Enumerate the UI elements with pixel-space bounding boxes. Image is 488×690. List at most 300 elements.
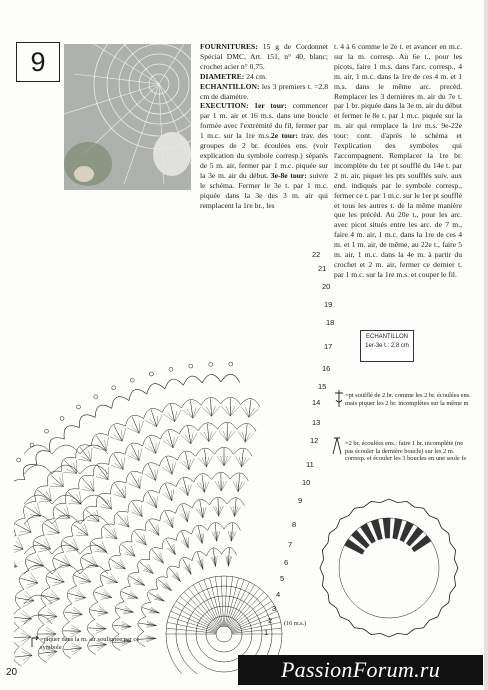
fan-stroke xyxy=(48,608,57,616)
chain-arc xyxy=(108,424,125,436)
diameter-para xyxy=(200,72,328,82)
side-arc xyxy=(24,565,52,574)
fan-stroke xyxy=(192,408,193,418)
fan-stroke xyxy=(21,619,31,622)
scallop xyxy=(64,426,79,439)
fan-stroke xyxy=(156,441,160,453)
fan-stroke xyxy=(224,456,231,466)
diameter-heading: DIAMETRE: xyxy=(200,71,245,81)
fan-stroke xyxy=(233,506,235,516)
picot xyxy=(112,386,116,390)
decrease-icon xyxy=(330,436,344,456)
chain-arc xyxy=(128,500,143,512)
fan-stroke xyxy=(157,496,158,508)
fan-stroke xyxy=(45,537,50,549)
chain-arc xyxy=(94,586,104,603)
fan-stroke xyxy=(221,481,224,491)
row-number-label: 9 xyxy=(298,496,303,505)
side-arc xyxy=(52,445,80,454)
instructions-column-2 xyxy=(334,42,462,280)
fan-stroke xyxy=(206,456,212,467)
fan-stroke xyxy=(151,607,159,613)
fan-stroke xyxy=(148,446,155,454)
fan-stroke xyxy=(175,410,182,422)
fan-stroke xyxy=(21,619,31,626)
fan-stroke xyxy=(117,492,126,498)
fan-stroke xyxy=(23,601,34,607)
fan-stroke xyxy=(223,431,227,441)
doily-photo xyxy=(64,44,191,190)
puff-stitch-icon xyxy=(332,388,346,408)
crochet-chart-svg xyxy=(14,204,334,674)
fan-stroke xyxy=(47,652,57,653)
fan-stroke xyxy=(220,456,224,466)
fan-stroke xyxy=(96,629,106,631)
fan-stroke xyxy=(55,521,59,533)
fan-stroke xyxy=(162,467,172,474)
round3-8-text: suivre le schéma. Fermer le 3e t. par 1 m.c. piquée dans la 3e des 3 m. air qui remplacent la 1re br., les xyxy=(200,170,328,210)
fan-stroke xyxy=(56,480,63,487)
fan-stroke xyxy=(71,625,81,631)
fan-stroke xyxy=(239,457,241,467)
fan-stroke xyxy=(213,506,219,516)
fan-stroke xyxy=(14,567,17,573)
row-number-label: 17 xyxy=(324,342,333,351)
fan-stroke xyxy=(157,556,163,564)
picot xyxy=(229,362,233,366)
sample-box xyxy=(360,330,414,362)
fan-stroke xyxy=(103,592,112,598)
side-arc xyxy=(24,495,52,504)
fan-stroke xyxy=(46,627,56,634)
fan-stroke xyxy=(206,457,208,467)
row-number-label: 19 xyxy=(324,300,333,309)
fan-stroke xyxy=(219,506,221,516)
instructions-continued: t. 4 à 6 comme le 2e t. et avancer en m.c. sur la m. corresp. Au 6e t., pour les picots, faire 1 m.s. dans l'arc. corresp., 4 m. air, 1 m.c. dans la 1re de ces 4 m. et 1 m.s. dans le même arc. precéd. Remplacer les 3 dernières m. air du 7e t. par 1 br. piquée dans la 3e m. air du début et fermer le 8e t. par 1 m.c. piquée sur la m. air qui remplace la 1re m.s. 9e-22e tour: cont. d'après le schéma et l'explication des symboles qui l'accompagnent. Remplacer la 1re br. incomplète du 1er pt soufflé du 14e t. par 2 m. air, piquer les pts soufflés suiv. aux end. indiqués par le symbole corresp., fermer ce t. par 1 m.c. sur le 1er pt soufflé et tous les autres t. de la même manière que les précéd. Au 20e t., pour les arc. avec picot situés entre les arc. de 7 m., faire 4 m. air, 1 m.c. dans la 1re de ces 4 m. et 1 m. air, de même, au 22e t., faire 5 m. air, 1 m.c. dans la 4e m. à partir du crochet et 2 m. air, fermer ce dernier t. par 1 m.c. sur la 1re m.s. et couper le fil. xyxy=(334,42,462,279)
chain-arc xyxy=(109,555,121,570)
fan-stroke xyxy=(47,615,57,616)
picot xyxy=(45,429,49,433)
fan-stroke xyxy=(236,456,242,467)
picot xyxy=(76,405,80,409)
fan-stroke xyxy=(14,549,23,554)
sample-box-subtitle: 1er-3e t.: 2,8 cm xyxy=(365,343,409,349)
fan-stroke xyxy=(201,508,203,518)
chain-arc xyxy=(147,589,157,602)
chain-arc xyxy=(46,569,56,587)
chain-arc xyxy=(25,553,36,571)
fan-stroke xyxy=(78,532,88,535)
legend-decrease-text: =2 br. écoulées ens.: faire 1 br. incomplète (ne pas écouler la dernière boucle) sur les 2 m. corresp. et écouler les 3 boucles en une seule fs xyxy=(345,440,467,462)
fan-stroke xyxy=(218,481,221,491)
fan-stroke xyxy=(245,407,248,417)
materials-heading: FOURNITURES: xyxy=(200,42,258,51)
picot xyxy=(17,458,21,462)
fan-stroke xyxy=(140,476,141,488)
fan-stroke xyxy=(14,555,17,567)
scallop xyxy=(14,479,25,495)
side-arc xyxy=(80,565,108,574)
fan-stroke xyxy=(169,465,172,475)
fan-stroke xyxy=(150,610,160,613)
row-number-label: 3 xyxy=(272,604,277,613)
fan-stroke xyxy=(212,406,216,416)
pattern-number xyxy=(16,42,60,82)
fan-stroke xyxy=(14,559,17,566)
chain-arc xyxy=(141,602,150,616)
row-number-label: 13 xyxy=(312,418,321,427)
fan-wedge xyxy=(383,518,390,538)
row-number-label: 4 xyxy=(276,590,281,599)
fan-stroke xyxy=(122,428,125,441)
fan-stroke xyxy=(242,458,250,467)
crochet-chart xyxy=(14,204,334,674)
chain-arc xyxy=(176,504,193,514)
fan-stroke xyxy=(172,463,176,475)
fan-stroke xyxy=(204,482,209,493)
scallop xyxy=(147,384,165,395)
fan-stroke xyxy=(219,431,227,441)
chain-arc xyxy=(176,530,191,540)
picot xyxy=(189,364,193,368)
picot xyxy=(169,367,173,371)
fan-stroke xyxy=(200,560,203,570)
row-number-label: 22 xyxy=(312,250,321,259)
fan-stroke xyxy=(21,648,32,655)
fan-stroke xyxy=(241,407,249,418)
fan-stroke xyxy=(119,490,125,498)
fan-stroke xyxy=(193,407,201,418)
fan-stroke xyxy=(188,511,190,522)
round2-text: trav. des groupes de 2 br. écoulées ens. (voir explication du symbole corresp.) séparés de 5 m. air, fermer par 1 m.c. piquée sur la 3e m. air du début. xyxy=(200,131,329,180)
fan-stroke xyxy=(53,582,65,586)
fan-stroke xyxy=(221,406,230,416)
fan-stroke xyxy=(108,467,109,480)
center-stitch-note: (16 m.s.) xyxy=(284,620,307,627)
stitch-stem xyxy=(14,542,23,549)
side-arc xyxy=(52,515,80,524)
fan-stroke xyxy=(217,456,224,466)
side-arc xyxy=(24,515,52,524)
fan-stroke xyxy=(193,408,196,419)
sample-heading: ECHANTILLON: xyxy=(200,81,260,91)
chain-arc xyxy=(161,429,180,439)
chain-arc xyxy=(53,552,64,569)
side-arc xyxy=(80,545,108,554)
chain-arc xyxy=(144,408,163,418)
fan-stroke xyxy=(44,541,51,549)
fan-stroke xyxy=(111,465,123,469)
fan-stroke xyxy=(138,577,144,586)
chain-arc xyxy=(179,557,192,567)
picot xyxy=(94,395,98,399)
fan-stroke xyxy=(18,532,31,535)
chain-arc xyxy=(53,503,66,518)
fan-stroke xyxy=(101,598,112,600)
picot xyxy=(130,378,134,382)
page-number: 20 xyxy=(6,667,18,678)
stitch-line xyxy=(231,601,272,630)
picot xyxy=(60,416,64,420)
row-number-label: 2 xyxy=(268,616,273,625)
scallop xyxy=(221,374,240,382)
fan-stroke xyxy=(224,456,228,466)
stitch-line xyxy=(209,578,222,626)
fan-stroke xyxy=(242,457,243,467)
stitch-line xyxy=(226,578,239,626)
fan-stroke xyxy=(156,596,165,601)
row-number-label: 5 xyxy=(280,574,285,583)
chain-arc xyxy=(149,548,162,560)
fan-stroke xyxy=(108,581,118,583)
fan-stroke xyxy=(191,433,197,444)
fan-stroke xyxy=(96,629,106,634)
row-number-label: 14 xyxy=(312,398,321,407)
chain-arc xyxy=(138,559,150,572)
fan-stroke xyxy=(76,595,86,598)
chain-arc xyxy=(90,538,102,553)
chain-arc xyxy=(143,491,159,502)
chain-arc xyxy=(192,551,206,560)
chain-arc xyxy=(120,586,130,601)
fan-stroke xyxy=(53,524,59,533)
fan-stroke xyxy=(55,579,65,582)
fan-stroke xyxy=(174,574,180,582)
fan-stroke xyxy=(131,426,139,433)
fan-stroke xyxy=(183,410,193,418)
instructions-column-1 xyxy=(200,42,328,210)
fan-stroke xyxy=(221,481,227,491)
chain-arc xyxy=(14,518,25,535)
fan-stroke xyxy=(185,486,188,496)
fan-stroke xyxy=(198,534,202,543)
chain-arc xyxy=(14,535,16,553)
materials-text: 15 g de Cordonnet Spécial DMC, Art. 151, n° 40, blanc; crochet acier n° 0,75. xyxy=(200,42,328,71)
side-arc xyxy=(80,495,108,504)
legend-puff-text: =pt soufflé de 2 br. comme les 2 br. écoulées ens. mais piquer les 2 br. incomplètes sur la même m xyxy=(345,392,471,407)
fan-stroke xyxy=(20,532,31,533)
chain-arc xyxy=(81,553,92,569)
stitch-line xyxy=(176,601,217,630)
row-number-label: 20 xyxy=(322,282,331,291)
row-number-label: 7 xyxy=(288,540,293,549)
row-number-label: 11 xyxy=(306,460,314,469)
fan-stroke xyxy=(124,608,133,612)
side-arc xyxy=(52,545,80,554)
fan-stroke xyxy=(47,616,57,618)
chain-arc xyxy=(33,535,44,552)
fan-stroke xyxy=(165,583,172,591)
row-number-label: 1 xyxy=(264,628,269,637)
fan-stroke xyxy=(123,612,134,614)
sample-text: les 3 premiers t. =2,8 cm de diamètre. xyxy=(200,81,328,101)
sample-box-title: ECHANTILLON xyxy=(365,334,408,340)
fan-stroke xyxy=(80,529,88,535)
fan-stroke xyxy=(148,473,155,481)
round2-heading: 2e tour: xyxy=(270,131,298,141)
fan-stroke xyxy=(200,432,209,441)
scallop xyxy=(112,397,129,409)
fan-stroke xyxy=(238,431,245,442)
execution-heading: EXECUTION: 1er tour: xyxy=(200,101,287,111)
fan-stroke xyxy=(242,432,245,442)
fan-stroke xyxy=(127,455,139,460)
scallop xyxy=(36,451,50,465)
fan-stroke xyxy=(230,506,234,516)
fan-stroke xyxy=(106,437,108,450)
fan-stroke xyxy=(230,407,239,417)
fan-stroke xyxy=(209,431,212,441)
fan-stroke xyxy=(164,584,172,590)
diameter-text: 24 cm. xyxy=(244,71,267,81)
fan-stroke xyxy=(98,611,108,613)
chain-arc xyxy=(125,443,142,454)
scallop xyxy=(50,438,65,452)
fan-stroke xyxy=(122,488,125,498)
row-number-label: 21 xyxy=(318,264,327,273)
chain-arc xyxy=(61,536,73,552)
chain-arc xyxy=(142,463,159,474)
fan-stroke xyxy=(205,457,206,467)
fan-stroke xyxy=(71,628,81,631)
fan-stroke xyxy=(47,533,60,535)
picot xyxy=(149,372,153,376)
pick-icon xyxy=(30,636,40,648)
fan-stroke xyxy=(238,482,245,491)
fan-stroke xyxy=(114,435,123,442)
row-number-label: 15 xyxy=(318,382,327,391)
scallop xyxy=(165,379,184,389)
side-arc xyxy=(24,465,52,474)
fan-stroke xyxy=(48,652,57,660)
execution-text: commencer par 1 m. air et 16 m.s. dans une boucle formée avec l'extrémité du fil, fermer par 1 m.c. sur la 1re m.s. xyxy=(200,101,328,141)
execution-para xyxy=(200,101,328,210)
row-number-label: 10 xyxy=(302,478,311,487)
chain-arc xyxy=(126,471,142,483)
chain-arc xyxy=(143,435,161,446)
fan-stroke xyxy=(202,407,212,416)
fan-stroke xyxy=(122,430,123,441)
fan-stroke xyxy=(175,573,180,582)
fan-stroke xyxy=(209,431,216,441)
fan-stroke xyxy=(139,448,142,460)
chain-arc xyxy=(159,456,177,466)
fan-stroke xyxy=(167,548,176,554)
fan-stroke xyxy=(233,481,238,491)
legend-pick-text: =piquer dans la m. air soulignée par ce symbole xyxy=(40,636,140,651)
fan-stroke xyxy=(146,567,154,573)
fan-stroke xyxy=(171,518,173,528)
fan-stroke xyxy=(145,447,156,453)
fan-stroke xyxy=(23,655,32,664)
row-number-label: 16 xyxy=(322,364,331,373)
fan-stroke xyxy=(219,506,224,516)
pattern-number-text: 9 xyxy=(30,46,46,77)
fan-stroke xyxy=(245,433,254,442)
fan-stroke xyxy=(152,444,156,453)
round3-8-heading: 3e-8e tour: xyxy=(270,170,307,180)
picot xyxy=(209,362,213,366)
side-arc xyxy=(52,565,80,574)
fan-stroke xyxy=(93,479,94,492)
fan-stroke xyxy=(212,406,221,416)
fan-stroke xyxy=(71,631,81,634)
fan-stroke xyxy=(215,481,221,491)
fan-stroke xyxy=(102,504,111,509)
chain-arc xyxy=(91,434,108,446)
fan-stroke xyxy=(236,481,238,491)
fan-stroke xyxy=(156,557,164,563)
scallop xyxy=(183,376,202,385)
sample-para xyxy=(200,82,328,102)
fan-stroke xyxy=(186,566,191,575)
scallop xyxy=(202,374,221,383)
row-number-label: 12 xyxy=(310,436,319,445)
fan-stroke xyxy=(226,406,230,416)
fan-stroke xyxy=(63,558,71,565)
fan-stroke xyxy=(57,572,64,582)
row-number-label: 8 xyxy=(292,520,297,529)
fan-stroke xyxy=(46,630,56,634)
edge-diagram xyxy=(306,496,472,644)
fan-stroke xyxy=(114,494,126,498)
fan-stroke xyxy=(230,406,235,416)
fan-stroke xyxy=(131,454,139,461)
fan-stroke xyxy=(87,484,94,491)
scallop xyxy=(79,415,95,428)
fan-stroke xyxy=(114,463,123,469)
fan-stroke xyxy=(36,558,44,565)
watermark: PassionForum.ru xyxy=(238,655,483,685)
fan-stroke xyxy=(139,421,144,434)
fan-stroke xyxy=(57,518,70,519)
chain-arc xyxy=(42,519,54,535)
fan-stroke xyxy=(59,566,71,568)
fan-stroke xyxy=(147,566,153,574)
fan-stroke xyxy=(94,512,99,521)
side-arc xyxy=(24,545,52,554)
chain-arc xyxy=(109,452,125,464)
fan-stroke xyxy=(96,623,106,629)
scallop xyxy=(129,389,147,400)
fan-stroke xyxy=(202,533,204,544)
chain-arc xyxy=(125,415,143,426)
fan-stroke xyxy=(31,566,43,570)
fan-stroke xyxy=(123,457,125,470)
fan-stroke xyxy=(79,582,90,584)
fan-stroke xyxy=(82,527,88,536)
chain-arc xyxy=(100,570,111,586)
fan-stroke xyxy=(72,614,83,619)
fan-stroke xyxy=(198,458,206,467)
fan-stroke xyxy=(249,409,259,418)
fan-stroke xyxy=(69,503,82,504)
fan-stroke xyxy=(163,585,172,590)
fan-stroke xyxy=(227,431,231,441)
fan-stroke xyxy=(227,431,235,441)
row-number-label: 18 xyxy=(326,318,335,327)
fan-stroke xyxy=(173,575,181,582)
fan-stroke xyxy=(91,448,92,461)
fan-stroke xyxy=(16,541,23,549)
round-ring xyxy=(216,626,232,642)
fan-wedge xyxy=(393,518,403,539)
fan-stroke xyxy=(25,524,32,533)
materials-para xyxy=(200,42,328,72)
fan-stroke xyxy=(182,513,188,522)
chain-arc xyxy=(35,486,48,502)
fan-stroke xyxy=(22,652,32,655)
